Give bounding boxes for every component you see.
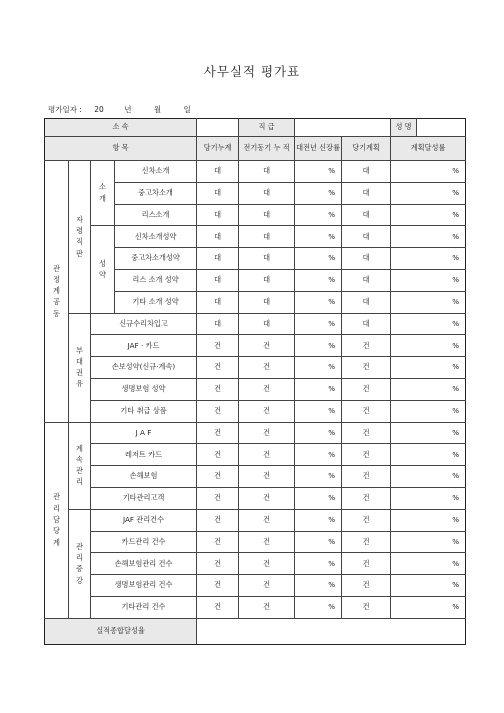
current-cell[interactable]: 건 [197, 553, 239, 575]
plan-cell[interactable]: 건 [342, 531, 391, 553]
prev-cell[interactable]: 대 [239, 161, 295, 183]
rate-cell[interactable]: % [391, 313, 466, 335]
prev-cell[interactable]: 대 [239, 291, 295, 313]
prev-cell[interactable]: 대 [239, 269, 295, 291]
rate-cell[interactable]: % [391, 531, 466, 553]
growth-cell[interactable]: % [295, 553, 342, 575]
total-achievement-label: 실적종합달성율 [45, 618, 197, 644]
row-label: 손해보험관리 건수 [91, 553, 197, 575]
evaluation-table [44, 118, 466, 645]
prev-cell[interactable]: 건 [239, 335, 295, 357]
table-row [45, 509, 466, 531]
plan-cell[interactable]: 대 [342, 226, 391, 248]
table-row [45, 226, 466, 248]
row-label: J A F [91, 422, 197, 444]
table-row [45, 422, 466, 444]
rate-cell[interactable]: % [391, 400, 466, 422]
growth-cell[interactable]: % [295, 161, 342, 183]
plan-cell[interactable]: 대 [342, 161, 391, 183]
plan-cell[interactable]: 건 [342, 444, 391, 466]
prev-cell[interactable]: 대 [239, 248, 295, 270]
row-label: 리스소개 [115, 204, 197, 226]
current-cell[interactable]: 대 [197, 182, 239, 204]
group-ancillary: 부 대 권 유 [69, 313, 91, 422]
rate-cell[interactable]: % [391, 335, 466, 357]
current-cell[interactable]: 대 [197, 161, 239, 183]
name-value[interactable] [417, 119, 466, 137]
plan-cell[interactable]: 건 [342, 553, 391, 575]
table-row [45, 335, 466, 357]
group-contract: 성 약 [91, 226, 115, 313]
date-month: 월 [153, 105, 162, 114]
current-cell[interactable]: 건 [197, 509, 239, 531]
row-label: 신규수리차입고 [91, 313, 197, 335]
col-prev: 전기동기 누 적 [239, 137, 295, 161]
current-cell[interactable]: 건 [197, 378, 239, 400]
col-new: 대전년 신장률 [295, 137, 342, 161]
table-row [45, 444, 466, 466]
table-row [45, 357, 466, 379]
growth-cell[interactable]: % [295, 575, 342, 597]
plan-cell[interactable]: 건 [342, 596, 391, 618]
row-label: 중고차소개 [115, 182, 197, 204]
date-year-prefix: 20 [94, 105, 104, 114]
row-label: 신차소개 [115, 161, 197, 183]
rate-cell[interactable]: % [391, 466, 466, 488]
current-cell[interactable]: 대 [197, 226, 239, 248]
row-label: 기타 취급 상품 [91, 400, 197, 422]
table-row [45, 378, 466, 400]
table-row [45, 596, 466, 618]
current-cell[interactable]: 건 [197, 400, 239, 422]
growth-cell[interactable]: % [295, 226, 342, 248]
current-cell[interactable]: 건 [197, 596, 239, 618]
plan-cell[interactable]: 건 [342, 357, 391, 379]
group-management: 관 리 담 당 계 [45, 422, 69, 618]
current-cell[interactable]: 건 [197, 487, 239, 509]
document-title: 사무실적 평가표 [203, 64, 301, 79]
current-cell[interactable]: 건 [197, 422, 239, 444]
rate-cell[interactable]: % [391, 444, 466, 466]
plan-cell[interactable]: 대 [342, 248, 391, 270]
plan-cell[interactable]: 건 [342, 509, 391, 531]
row-label: 레저트 카드 [91, 444, 197, 466]
current-cell[interactable]: 건 [197, 466, 239, 488]
affiliation-value[interactable] [197, 119, 239, 137]
growth-cell[interactable]: % [295, 531, 342, 553]
row-label: 리스 소개 성약 [115, 269, 197, 291]
growth-cell[interactable]: % [295, 596, 342, 618]
rate-cell[interactable]: % [391, 378, 466, 400]
prev-cell[interactable]: 대 [239, 226, 295, 248]
row-label: 기타관리고객 [91, 487, 197, 509]
rate-cell[interactable]: % [391, 487, 466, 509]
current-cell[interactable]: 대 [197, 248, 239, 270]
group-referral: 소 개 [91, 161, 115, 226]
rank-value[interactable] [295, 119, 391, 137]
plan-cell[interactable]: 건 [342, 335, 391, 357]
table-row [45, 400, 466, 422]
rate-cell[interactable]: % [391, 596, 466, 618]
rate-cell[interactable]: % [391, 161, 466, 183]
table-row [45, 466, 466, 488]
prev-cell[interactable]: 건 [239, 575, 295, 597]
growth-cell[interactable]: % [295, 313, 342, 335]
plan-cell[interactable]: 대 [342, 204, 391, 226]
growth-cell[interactable]: % [295, 400, 342, 422]
affiliation-label: 소 속 [45, 119, 197, 137]
current-cell[interactable]: 대 [197, 291, 239, 313]
row-label: 신차소개성약 [115, 226, 197, 248]
growth-cell[interactable]: % [295, 487, 342, 509]
col-item: 항 목 [45, 137, 197, 161]
table-row [45, 531, 466, 553]
row-label: 생명보험 성약 [91, 378, 197, 400]
current-cell[interactable]: 대 [197, 269, 239, 291]
current-cell[interactable]: 건 [197, 357, 239, 379]
rate-cell[interactable]: % [391, 226, 466, 248]
growth-cell[interactable]: % [295, 509, 342, 531]
growth-cell[interactable]: % [295, 378, 342, 400]
evaluation-date [48, 104, 191, 115]
current-cell[interactable]: 건 [197, 575, 239, 597]
group-expansion: 관 리 증 강 [69, 509, 91, 618]
row-label: 카드관리 건수 [91, 531, 197, 553]
plan-cell[interactable]: 건 [342, 487, 391, 509]
col-current: 당기누계 [197, 137, 239, 161]
group-direct-sales: 자 령 직 판 [69, 161, 91, 314]
growth-cell[interactable]: % [295, 466, 342, 488]
growth-cell[interactable]: % [295, 204, 342, 226]
rate-cell[interactable]: % [391, 204, 466, 226]
row-label: 손보성약(신규·계속) [91, 357, 197, 379]
prev-cell[interactable]: 건 [239, 444, 295, 466]
row-label: JAF 관리건수 [91, 509, 197, 531]
table-row [45, 487, 466, 509]
current-cell[interactable]: 대 [197, 313, 239, 335]
prev-cell[interactable]: 건 [239, 487, 295, 509]
rate-cell[interactable]: % [391, 357, 466, 379]
rate-cell[interactable]: % [391, 248, 466, 270]
prev-cell[interactable]: 건 [239, 422, 295, 444]
rate-cell[interactable]: % [391, 553, 466, 575]
date-label: 평가일자 : [48, 105, 82, 114]
current-cell[interactable]: 대 [197, 204, 239, 226]
group-continued: 계 속 관 리 [69, 422, 91, 509]
col-plan: 당기계획 [342, 137, 391, 161]
date-year: 년 [124, 105, 132, 114]
prev-cell[interactable]: 건 [239, 531, 295, 553]
row-label: JAF · 카드 [91, 335, 197, 357]
rate-cell[interactable]: % [391, 575, 466, 597]
name-label: 성 명 [391, 119, 417, 137]
growth-cell[interactable]: % [295, 335, 342, 357]
prev-cell[interactable]: 건 [239, 357, 295, 379]
rank-label: 직 급 [239, 119, 295, 137]
plan-cell[interactable]: 대 [342, 269, 391, 291]
date-day: 일 [183, 105, 191, 114]
row-label: 기타관리 건수 [91, 596, 197, 618]
col-rate: 계획달성률 [391, 137, 466, 161]
prev-cell[interactable]: 건 [239, 553, 295, 575]
row-label: 생명보험관리 건수 [91, 575, 197, 597]
row-label: 기타 소개 성약 [115, 291, 197, 313]
prev-cell[interactable]: 대 [239, 204, 295, 226]
plan-cell[interactable]: 건 [342, 378, 391, 400]
rate-cell[interactable]: % [391, 509, 466, 531]
prev-cell[interactable]: 대 [239, 313, 295, 335]
plan-cell[interactable]: 대 [342, 182, 391, 204]
current-cell[interactable]: 건 [197, 335, 239, 357]
plan-cell[interactable]: 건 [342, 575, 391, 597]
table-row [45, 575, 466, 597]
prev-cell[interactable]: 건 [239, 509, 295, 531]
growth-cell[interactable]: % [295, 291, 342, 313]
footer-row [45, 618, 466, 644]
growth-cell[interactable]: % [295, 422, 342, 444]
table-row [45, 313, 466, 335]
growth-cell[interactable]: % [295, 269, 342, 291]
prev-cell[interactable]: 대 [239, 182, 295, 204]
table-row [45, 553, 466, 575]
table-row [45, 161, 466, 183]
plan-cell[interactable]: 건 [342, 422, 391, 444]
prev-cell[interactable]: 건 [239, 466, 295, 488]
row-label: 중고차소개성약 [115, 248, 197, 270]
rate-cell[interactable]: % [391, 182, 466, 204]
prev-cell[interactable]: 건 [239, 596, 295, 618]
rate-cell[interactable]: % [391, 269, 466, 291]
row-label: 손해보험 [91, 466, 197, 488]
current-cell[interactable]: 건 [197, 444, 239, 466]
rate-cell[interactable]: % [391, 291, 466, 313]
growth-cell[interactable]: % [295, 248, 342, 270]
growth-cell[interactable]: % [295, 357, 342, 379]
plan-cell[interactable]: 대 [342, 313, 391, 335]
rate-cell[interactable]: % [391, 422, 466, 444]
prev-cell[interactable]: 건 [239, 400, 295, 422]
prev-cell[interactable]: 건 [239, 378, 295, 400]
current-cell[interactable]: 건 [197, 531, 239, 553]
group-sales: 관 정 계 공 동 [45, 161, 69, 423]
total-achievement-value[interactable] [197, 618, 466, 644]
plan-cell[interactable]: 건 [342, 400, 391, 422]
growth-cell[interactable]: % [295, 182, 342, 204]
plan-cell[interactable]: 건 [342, 466, 391, 488]
growth-cell[interactable]: % [295, 444, 342, 466]
plan-cell[interactable]: 대 [342, 291, 391, 313]
